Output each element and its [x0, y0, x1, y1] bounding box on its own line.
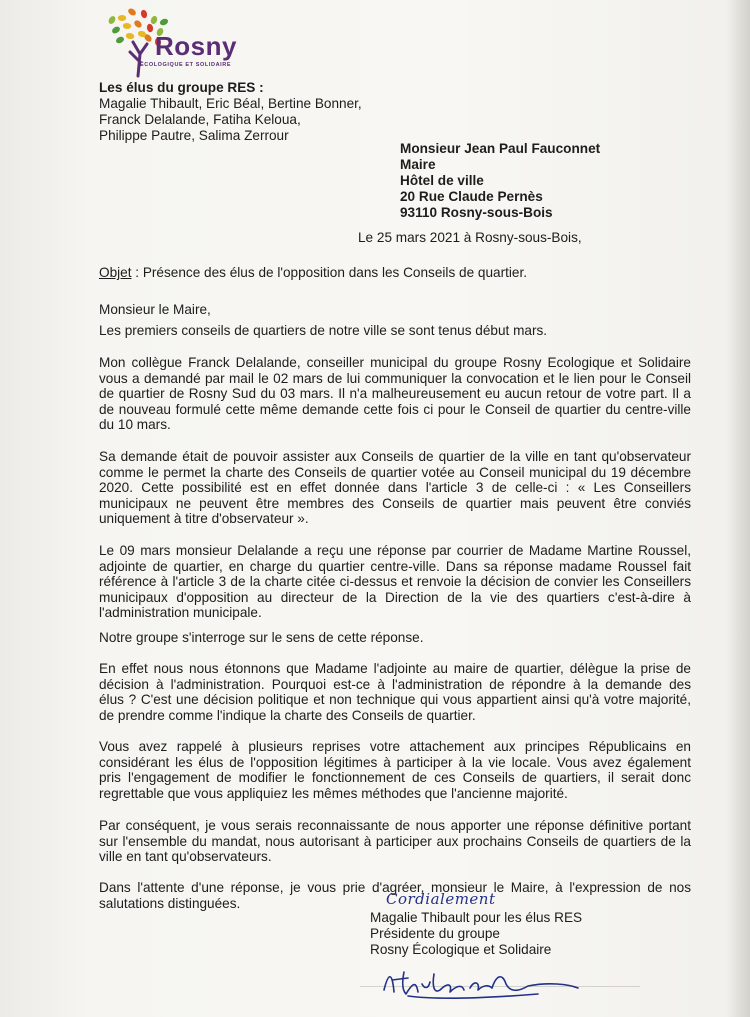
- sender-heading: Les élus du groupe RES :: [99, 80, 264, 95]
- recipient-line: Maire: [400, 157, 436, 172]
- paragraph-line: Le 09 mars monsieur Delalande a reçu une réponse par courrier de Madame Martine Roussel,: [99, 543, 691, 558]
- paragraph-line: de prendre comme l'indique la charte des Conseils de quartier.: [99, 707, 476, 723]
- logo-leaf: [159, 18, 169, 27]
- paragraph-line: comme le permet la charte des Conseils de quartier votée au Conseil municipal du 19 décembre: [99, 464, 691, 480]
- body-paragraph: [99, 818, 691, 865]
- body-paragraph: [99, 449, 691, 527]
- paragraph-line: référence à l'article 3 de la charte citée ci-dessus et renvoie la décision de convier les Conseillers: [99, 574, 691, 589]
- logo-leaf: [127, 7, 137, 17]
- signature-group: Rosny Écologique et Solidaire: [370, 942, 552, 957]
- logo-leaf: [150, 15, 159, 25]
- sender-line: Philippe Pautre, Salima Zerrour: [99, 128, 289, 143]
- object-text: : Présence des élus de l'opposition dans les Conseils de quartier.: [131, 265, 528, 280]
- sender-line: Magalie Thibault, Eric Béal, Bertine Bonner,: [99, 96, 362, 111]
- recipient-line: Hôtel de ville: [400, 173, 484, 188]
- logo-leaf: [140, 9, 148, 19]
- paragraph-line: uniquement à titre d'observateur ».: [99, 511, 309, 526]
- paragraph-line: pris l'engagement de modifier le fonctionnement de ces Conseils de quartiers, il serait donc: [99, 770, 691, 785]
- page-edge-shadow: [726, 0, 750, 1017]
- paragraph-line: municipaux d'opposition au directeur de la Direction de la vie des quartiers c'est-à-dire à: [99, 589, 691, 605]
- body-paragraph: [99, 630, 691, 646]
- sender-line: Franck Delalande, Fatiha Keloua,: [99, 112, 301, 127]
- recipient-line: 20 Rue Claude Pernès: [400, 189, 543, 204]
- paragraph-line: décision à l'administration. Pourquoi est-ce à l'administration de répondre à la demande des: [99, 676, 691, 692]
- paragraph-line: élus ? C'est une décision politique et non technique qui vous appartient ainsi qu'à votre majorité,: [99, 692, 691, 707]
- paragraph-line: Par conséquent, je vous serais reconnaissante de nous apporter une réponse définitive portant: [99, 818, 691, 833]
- paragraph-line: salutations distinguées.: [99, 895, 241, 911]
- logo-leaf: [118, 15, 126, 21]
- salutation: Monsieur le Maire,: [99, 302, 211, 317]
- paragraph-line: sur l'ensemble du mandat, nous autorisant à participer aux prochains Conseils de quartiers de la: [99, 833, 691, 849]
- paragraph-line: Notre groupe s'interroge sur le sens de cette réponse.: [99, 630, 424, 645]
- recipient-line: Monsieur Jean Paul Fauconnet: [400, 141, 601, 156]
- paragraph-line: vous a demandé par mail le 02 mars de lui communiquer la convocation et le lien pour le Conseil: [99, 370, 691, 386]
- paragraph-line: adjointe de quartier, en charge du quartier centre-ville. Dans sa réponse madame Roussel fait: [99, 558, 691, 574]
- paragraph-line: du 10 mars.: [99, 417, 171, 432]
- paragraph-line: municipaux ne peuvent être membres des Conseils de quartier mais peuvent être conviés: [99, 495, 691, 511]
- signature-title: Présidente du groupe: [370, 926, 500, 941]
- body-paragraph: [99, 355, 691, 433]
- logo-leaf: [146, 23, 153, 32]
- logo-leaf: [107, 15, 116, 25]
- recipient-line: 93110 Rosny-sous-Bois: [400, 205, 553, 220]
- object-line: [99, 265, 527, 281]
- paragraph-line: regrettable que vous appliquiez les mêmes méthodes que l'ancienne majorité.: [99, 785, 568, 801]
- paragraph-line: Vous avez rappelé à plusieurs reprises votre attachement aux principes Républicains en: [99, 739, 691, 754]
- logo-leaf: [111, 25, 121, 35]
- logo-leaf: [133, 19, 143, 29]
- paragraph-line: 2020. Cette possibilité est en effet donnée dans l'article 3 de celle-ci : « Les Conseillers: [99, 480, 691, 495]
- logo-leaf: [123, 23, 132, 30]
- paragraph-line: Mon collègue Franck Delalande, conseiller municipal du groupe Rosny Ecologique et Solidaire: [99, 355, 691, 370]
- paragraph-line: Les premiers conseils de quartiers de notre ville se sont tenus début mars.: [99, 323, 548, 338]
- logo-leaf: [115, 35, 125, 44]
- body-paragraph: [99, 323, 691, 339]
- paragraph-line: En effet nous nous étonnons que Madame l'adjointe au maire de quartier, délègue la prise de: [99, 661, 691, 676]
- paragraph-line: Dans l'attente d'une réponse, je vous prie d'agréer, monsieur le Maire, à l'expression de nos: [99, 880, 691, 895]
- paragraph-line: de nouveau formulé cette même demande cette fois ci pour le Conseil de quartier du centre-ville: [99, 401, 691, 417]
- paragraph-line: considérant les élus de l'opposition légitimes à participer à la vie locale. Vous avez également: [99, 754, 691, 770]
- logo-tagline: ÉCOLOGIQUE ET SOLIDAIRE: [140, 62, 232, 68]
- body-paragraph: [99, 739, 691, 801]
- paragraph-line: de quartier de Rosny Sud du 03 mars. Il n'a malheureusement eu aucun retour de votre part. Il a: [99, 386, 691, 401]
- object-label: Objet: [99, 265, 132, 280]
- body-paragraph: [99, 543, 691, 621]
- paragraph-line: ville en tant qu'observateurs.: [99, 849, 272, 864]
- handwritten-closing: Cordialement: [386, 890, 496, 908]
- date-line: Le 25 mars 2021 à Rosny-sous-Bois,: [358, 230, 582, 245]
- paragraph-line: l'administration municipale.: [99, 605, 262, 620]
- paragraph-line: Sa demande était de pouvoir assister aux Conseils de quartier de la ville en tant qu'observateur: [99, 449, 691, 464]
- signature-name: Magalie Thibault pour les élus RES: [370, 910, 583, 925]
- logo-wordmark: Rosny: [155, 31, 237, 61]
- logo-leaf: [125, 32, 134, 39]
- body-paragraph: [99, 661, 691, 723]
- handwritten-signature: [378, 962, 583, 1002]
